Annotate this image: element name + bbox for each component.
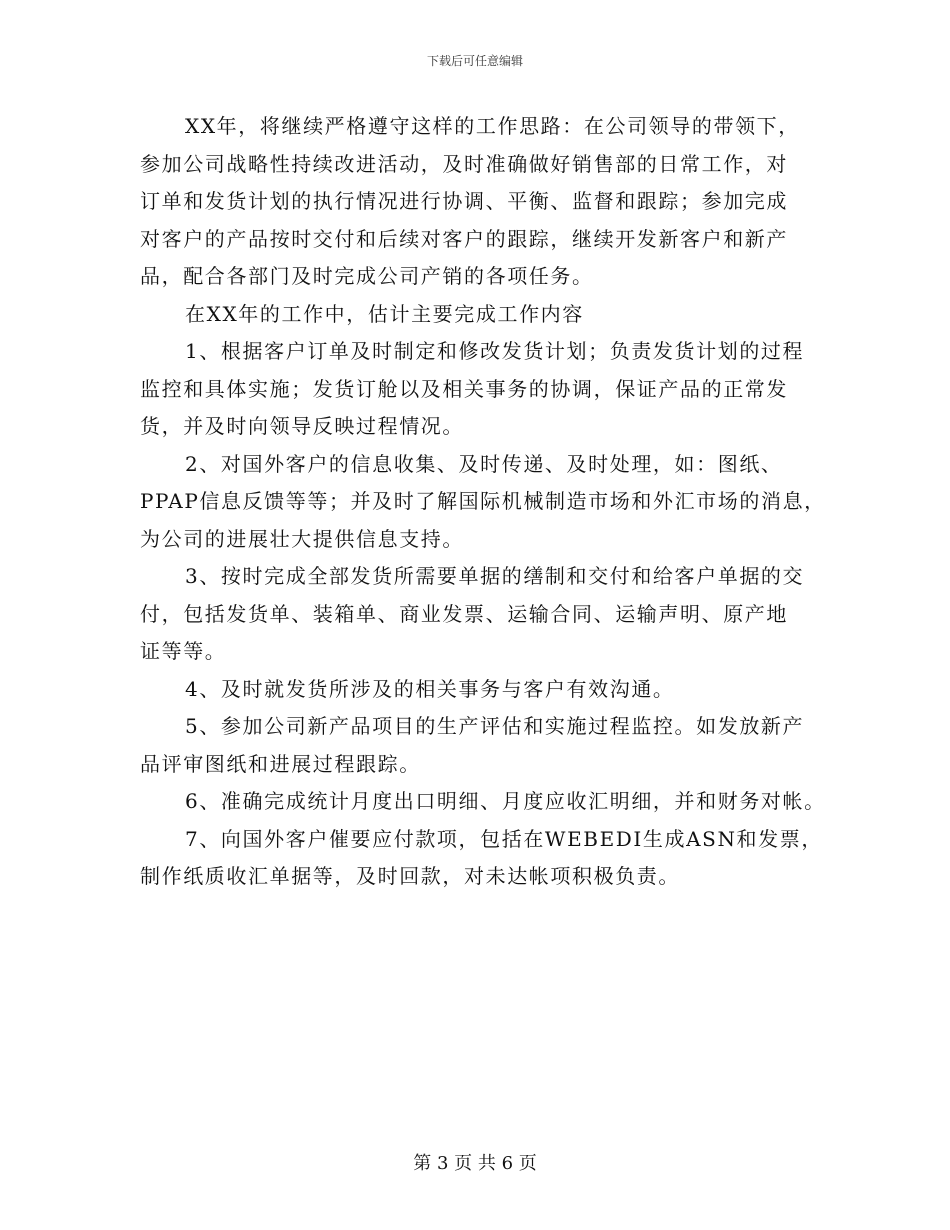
page-number-footer: 第 3 页 共 6 页 xyxy=(413,1153,537,1174)
list-item-line: 4、及时就发货所涉及的相关事务与客户有效沟通。 xyxy=(185,676,675,701)
list-item-line: 3、按时完成全部发货所需要单据的缮制和交付和给客户单据的交 xyxy=(185,564,805,588)
document-body xyxy=(140,113,830,901)
list-item-line: 品评审图纸和进展过程跟踪。 xyxy=(140,751,421,776)
list-item-line: PPAP信息反馈等等；并及时了解国际机械制造市场和外汇市场的消息， xyxy=(140,489,826,513)
list-item-line: 证等等。 xyxy=(140,639,227,663)
list-item-line: 2、对国外客户的信息收集、及时传递、及时处理，如：图纸、 xyxy=(185,451,783,476)
paragraph-line: 品，配合各部门及时完成公司产销的各项任务。 xyxy=(140,264,594,288)
list-item-line: 制作纸质收汇单据等，及时回款，对未达帐项积极负责。 xyxy=(140,864,680,888)
paragraph-line: 参加公司战略性持续改进活动，及时准确做好销售部的日常工作，对 xyxy=(140,151,788,176)
paragraph-line: 订单和发货计划的执行情况进行协调、平衡、监督和跟踪；参加完成 xyxy=(140,189,788,213)
section-intro-line: 在XX年的工作中，估计主要完成工作内容 xyxy=(185,301,584,326)
list-item-line: 1、根据客户订单及时制定和修改发货计划；负责发货计划的过程 xyxy=(185,339,805,363)
list-item-line: 6、准确完成统计月度出口明细、月度应收汇明细，并和财务对帐。 xyxy=(185,789,826,813)
list-item-line: 5、参加公司新产品项目的生产评估和实施过程监控。如发放新产 xyxy=(185,714,805,738)
page-header: 下载后可任意编辑 xyxy=(426,54,523,68)
paragraph-line: 对客户的产品按时交付和后续对客户的跟踪，继续开发新客户和新产 xyxy=(140,226,788,251)
list-item-line: 监控和具体实施；发货订舱以及相关事务的协调，保证产品的正常发 xyxy=(140,376,788,401)
list-item-line: 付，包括发货单、装箱单、商业发票、运输合同、运输声明、原产地 xyxy=(140,601,788,626)
list-item-line: 7、向国外客户催要应付款项，包括在WEBEDI生成ASN和发票， xyxy=(185,826,823,851)
paragraph-line: XX年，将继续严格遵守这样的工作思路：在公司领导的带领下， xyxy=(185,114,800,138)
list-item-line: 货，并及时向领导反映过程情况。 xyxy=(140,414,464,438)
list-item-line: 为公司的进展壮大提供信息支持。 xyxy=(140,526,464,551)
